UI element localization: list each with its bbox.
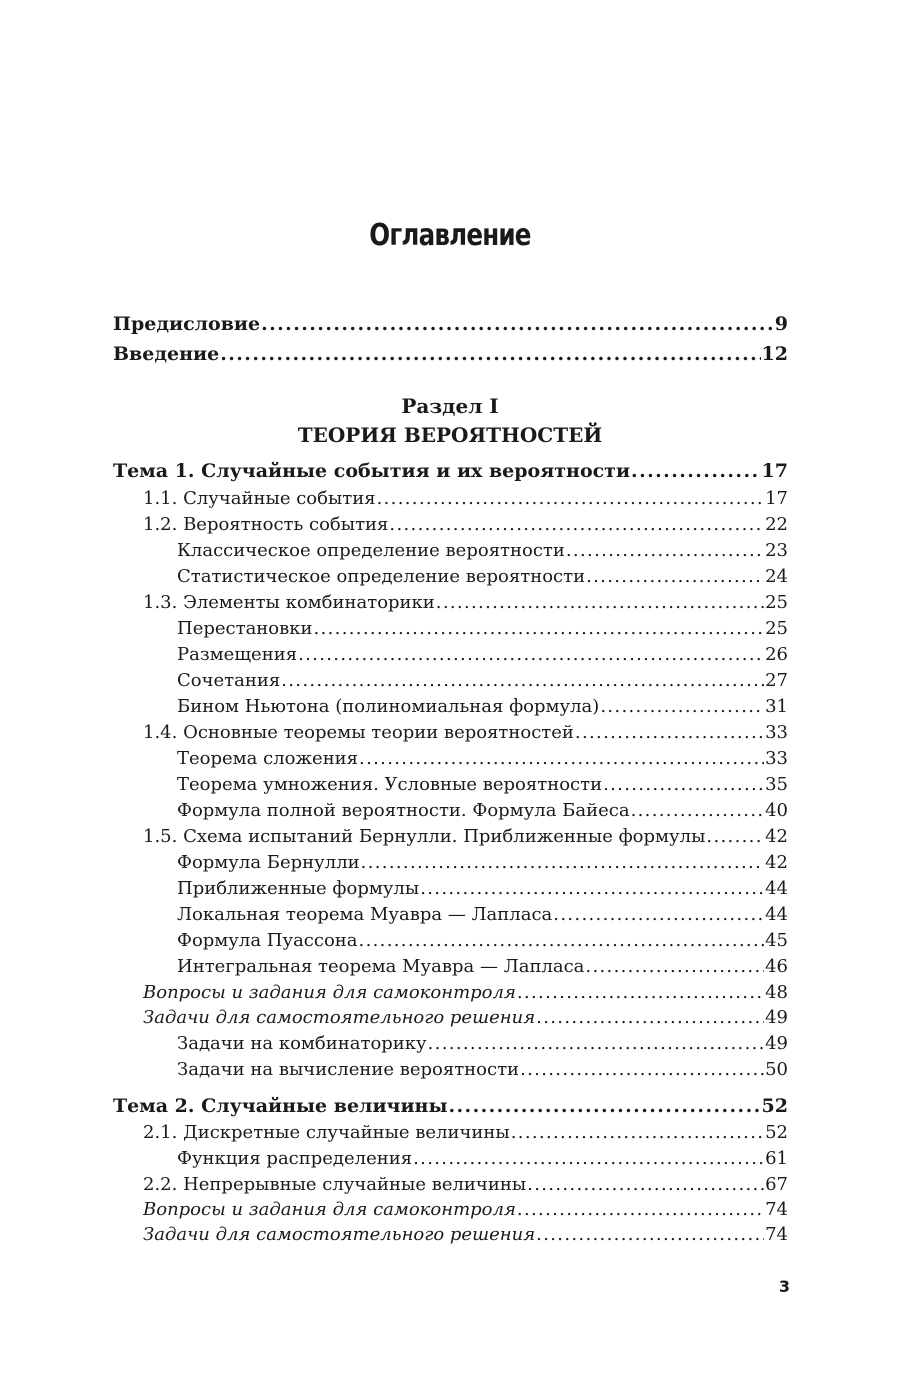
- toc-entry-label: Тема 1. Случайные события и их вероятности: [113, 460, 631, 482]
- dot-leader: [706, 825, 764, 849]
- dot-leader: [413, 1147, 764, 1171]
- toc-entry[interactable]: [177, 903, 788, 927]
- toc-topic-heading[interactable]: [113, 1094, 788, 1118]
- toc-entry-page: 25: [765, 592, 788, 613]
- toc-entry-label: Приближенные формулы: [177, 878, 420, 899]
- dot-leader: [298, 643, 764, 667]
- toc-entry[interactable]: [177, 695, 788, 719]
- dot-leader: [536, 1223, 764, 1247]
- dot-leader: [600, 695, 764, 719]
- toc-entry-label: Перестановки: [177, 618, 313, 639]
- toc-entry-page: 52: [761, 1095, 788, 1117]
- dot-leader: [517, 1198, 764, 1222]
- toc-entry-label: Вопросы и задания для самоконтроля: [143, 982, 516, 1003]
- toc-entry-page: 42: [765, 852, 788, 873]
- dot-leader: [517, 981, 764, 1005]
- toc-entry-page: 26: [765, 644, 788, 665]
- toc-entry-page: 44: [765, 878, 788, 899]
- toc-entry-problems[interactable]: [143, 1006, 788, 1030]
- toc-entry[interactable]: [177, 773, 788, 797]
- page-number: 3: [778, 1277, 790, 1296]
- dot-leader: [220, 342, 760, 366]
- toc-entry-page: 17: [761, 460, 788, 482]
- toc-entry-page: 46: [765, 956, 788, 977]
- toc-entry-questions[interactable]: [143, 1198, 788, 1222]
- toc-entry-page: 44: [765, 904, 788, 925]
- toc-entry-page: 12: [761, 343, 788, 365]
- toc-entry-page: 35: [765, 774, 788, 795]
- toc-entry-problems[interactable]: [143, 1223, 788, 1247]
- toc-entry[interactable]: [177, 929, 788, 953]
- toc-entry-label: Сочетания: [177, 670, 281, 691]
- toc-entry-page: 24: [765, 566, 788, 587]
- dot-leader: [511, 1121, 764, 1145]
- dot-leader: [377, 487, 765, 511]
- dot-leader: [520, 1058, 764, 1082]
- toc-entry-page: 17: [765, 488, 788, 509]
- toc-entry-page: 74: [765, 1224, 788, 1245]
- dot-leader: [420, 877, 764, 901]
- toc-entry-page: 50: [765, 1059, 788, 1080]
- toc-entry[interactable]: [177, 669, 788, 693]
- toc-entry-page: 67: [765, 1174, 788, 1195]
- toc-topic-heading[interactable]: [113, 459, 788, 483]
- toc-entry-label: 2.2. Непрерывные случайные величины: [143, 1174, 527, 1195]
- toc-entry-label: Задачи для самостоятельного решения: [143, 1224, 536, 1245]
- toc-entry[interactable]: [177, 565, 788, 589]
- toc-entry-page: 25: [765, 618, 788, 639]
- dot-leader: [359, 747, 764, 771]
- dot-leader: [361, 851, 764, 875]
- toc-entry-label: Интегральная теорема Муавра — Лапласа: [177, 956, 585, 977]
- toc-entry[interactable]: [177, 539, 788, 563]
- toc-entry-page: 9: [774, 313, 788, 335]
- toc-entry-label: Введение: [113, 343, 220, 365]
- dot-leader: [553, 903, 764, 927]
- toc-entry-page: 49: [765, 1033, 788, 1054]
- toc-entry-introduction[interactable]: [113, 342, 788, 366]
- dot-leader: [631, 799, 765, 823]
- toc-entry-label: 1.1. Случайные события: [143, 488, 376, 509]
- toc-entry[interactable]: [143, 721, 788, 745]
- toc-entry-page: 48: [765, 982, 788, 1003]
- dot-leader: [314, 617, 765, 641]
- dot-leader: [586, 565, 764, 589]
- toc-entry-page: 40: [765, 800, 788, 821]
- toc-entry[interactable]: [177, 851, 788, 875]
- toc-entry[interactable]: [143, 1173, 788, 1197]
- toc-entry-page: 74: [765, 1199, 788, 1220]
- toc-entry[interactable]: [143, 591, 788, 615]
- toc-entry-label: Классическое определение вероятности: [177, 540, 565, 561]
- toc-entry-label: Задачи на комбинаторику: [177, 1033, 427, 1054]
- toc-entry-label: Размещения: [177, 644, 298, 665]
- dot-leader: [536, 1006, 764, 1030]
- toc-entry-label: Теорема сложения: [177, 748, 359, 769]
- toc-entry-label: Локальная теорема Муавра — Лапласа: [177, 904, 553, 925]
- toc-entry[interactable]: [177, 1147, 788, 1171]
- dot-leader: [631, 459, 761, 483]
- dot-leader: [585, 955, 764, 979]
- toc-entry-label: Статистическое определение вероятности: [177, 566, 586, 587]
- toc-entry-label: Задачи на вычисление вероятности: [177, 1059, 520, 1080]
- toc-entry[interactable]: [143, 487, 788, 511]
- toc-entry-page: 27: [765, 670, 788, 691]
- toc-entry-label: Тема 2. Случайные величины: [113, 1095, 448, 1117]
- dot-leader: [449, 1094, 761, 1118]
- toc-entry-label: Формула Пуассона: [177, 930, 358, 951]
- toc-entry[interactable]: [177, 617, 788, 641]
- dot-leader: [603, 773, 764, 797]
- section-number: Раздел I: [401, 394, 499, 418]
- dot-leader: [428, 1032, 764, 1056]
- dot-leader: [281, 669, 764, 693]
- toc-entry-page: 33: [765, 748, 788, 769]
- page-title: Оглавление: [369, 218, 531, 253]
- toc-entry[interactable]: [177, 955, 788, 979]
- dot-leader: [359, 929, 765, 953]
- toc-entry-label: Бином Ньютона (полиномиальная формула): [177, 696, 600, 717]
- toc-entry-page: 52: [765, 1122, 788, 1143]
- section-title: ТЕОРИЯ ВЕРОЯТНОСТЕЙ: [297, 423, 603, 447]
- dot-leader: [261, 312, 774, 336]
- toc-entry-page: 61: [765, 1148, 788, 1169]
- toc-entry[interactable]: [177, 877, 788, 901]
- toc-entry-label: Вопросы и задания для самоконтроля: [143, 1199, 516, 1220]
- toc-entry-label: 1.3. Элементы комбинаторики: [143, 592, 435, 613]
- toc-entry-page: 23: [765, 540, 788, 561]
- toc-entry[interactable]: [177, 643, 788, 667]
- toc-entry[interactable]: [177, 747, 788, 771]
- toc-entry-label: 1.5. Схема испытаний Бернулли. Приближенные формулы: [143, 826, 706, 847]
- dot-leader: [527, 1173, 764, 1197]
- toc-entry-label: Формула полной вероятности. Формула Байеса: [177, 800, 630, 821]
- toc-entry-label: Задачи для самостоятельного решения: [143, 1007, 536, 1028]
- toc-entry-label: Теорема умножения. Условные вероятности: [177, 774, 603, 795]
- toc-entry-label: 1.4. Основные теоремы теории вероятностей: [143, 722, 574, 743]
- toc-entry-label: 1.2. Вероятность события: [143, 514, 389, 535]
- dot-leader: [389, 513, 764, 537]
- dot-leader: [566, 539, 764, 563]
- dot-leader: [575, 721, 764, 745]
- toc-entry-page: 49: [765, 1007, 788, 1028]
- toc-entry-page: 45: [765, 930, 788, 951]
- toc-entry-page: 33: [765, 722, 788, 743]
- toc-entry-label: Предисловие: [113, 313, 261, 335]
- toc-entry[interactable]: [177, 1058, 788, 1082]
- toc-entry[interactable]: [143, 1121, 788, 1145]
- toc-entry-label: Функция распределения: [177, 1148, 413, 1169]
- toc-entry-page: 22: [765, 514, 788, 535]
- toc-entry[interactable]: [177, 1032, 788, 1056]
- toc-entry-label: 2.1. Дискретные случайные величины: [143, 1122, 510, 1143]
- toc-entry-preface[interactable]: [113, 312, 788, 336]
- toc-entry-page: 42: [765, 826, 788, 847]
- toc-entry[interactable]: [143, 513, 788, 537]
- toc-entry[interactable]: [177, 799, 788, 823]
- toc-entry[interactable]: [143, 825, 788, 849]
- toc-entry-label: Формула Бернулли: [177, 852, 360, 873]
- toc-entry-page: 31: [765, 696, 788, 717]
- dot-leader: [436, 591, 764, 615]
- toc-entry-questions[interactable]: [143, 981, 788, 1005]
